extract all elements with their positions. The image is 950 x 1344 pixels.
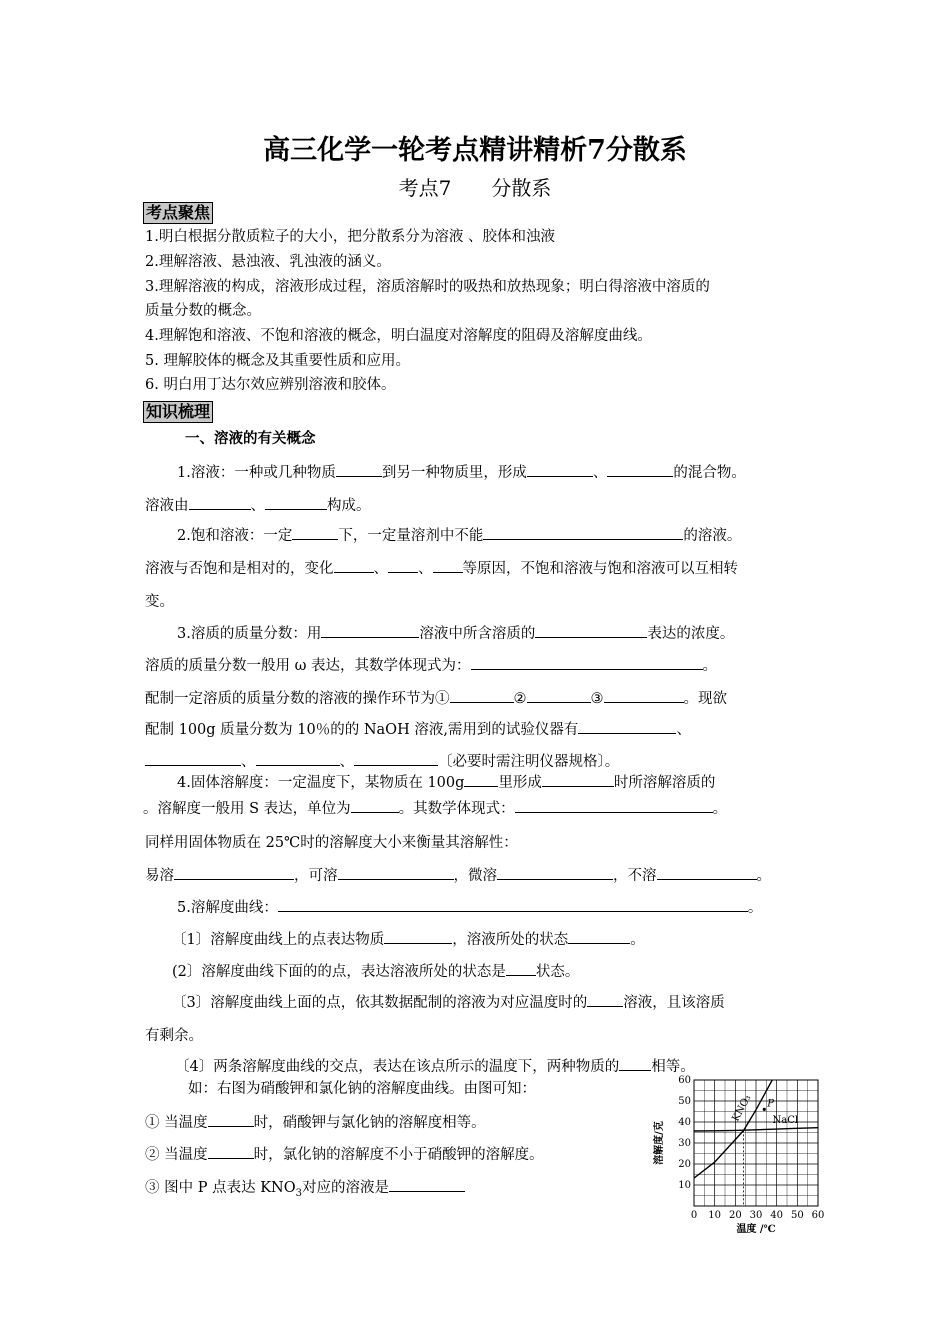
text: 溶液，且该溶质 bbox=[623, 995, 725, 1011]
example-question-3 bbox=[145, 1176, 465, 1199]
text: 时，氯化钠的溶解度不小于硝酸钾的溶解度。 bbox=[253, 1147, 544, 1163]
y-tick-label: 40 bbox=[678, 1117, 691, 1128]
point-p-marker bbox=[763, 1108, 766, 1111]
text: 表达的浓度。 bbox=[647, 626, 735, 642]
paragraph-solubility bbox=[177, 771, 715, 792]
blank[interactable] bbox=[265, 495, 327, 510]
blank[interactable] bbox=[471, 655, 703, 670]
text: 相等。 bbox=[651, 1059, 695, 1075]
blank[interactable] bbox=[145, 751, 241, 766]
solubility-chart bbox=[650, 1072, 830, 1234]
blank[interactable] bbox=[464, 772, 498, 787]
blank[interactable] bbox=[568, 929, 630, 944]
y-tick-label: 50 bbox=[678, 1096, 691, 1107]
focus-item: 4.理解饱和溶液、不饱和溶液的概念，明白温度对溶解度的阻碍及溶解度曲线。 bbox=[145, 328, 652, 344]
focus-item: 质量分数的概念。 bbox=[145, 303, 261, 319]
text: ③ 图中 P 点表达 KNO bbox=[145, 1180, 296, 1196]
y-tick-label: 20 bbox=[678, 1159, 691, 1170]
paragraph-solubility-curve bbox=[177, 896, 762, 917]
blank[interactable] bbox=[384, 929, 452, 944]
point-p-label: P bbox=[767, 1098, 775, 1110]
blank[interactable] bbox=[338, 865, 454, 880]
section-tag-focus: 考点聚焦 bbox=[143, 202, 213, 224]
heading-solution-concepts: 一、溶液的有关概念 bbox=[185, 430, 316, 447]
blank[interactable] bbox=[334, 558, 374, 573]
blank[interactable] bbox=[336, 462, 382, 477]
blank[interactable] bbox=[208, 1144, 254, 1159]
blank[interactable] bbox=[578, 719, 676, 734]
text: ，微溶 bbox=[453, 868, 497, 884]
x-tick-label: 60 bbox=[811, 1210, 825, 1221]
text: 、 bbox=[418, 561, 433, 577]
focus-item: 1.明白根据分散质粒子的大小，把分散系分为溶液 、胶体和浊液 bbox=[145, 229, 555, 245]
blank[interactable] bbox=[604, 688, 684, 703]
text: 〔4〕两条溶解度曲线的交点，表达在该点所示的温度下，两种物质的 bbox=[175, 1059, 620, 1075]
text: 。现欲 bbox=[683, 691, 727, 707]
x-tick-label: 20 bbox=[728, 1210, 742, 1221]
text: 时，硝酸钾与氯化钠的溶解度相等。 bbox=[253, 1115, 486, 1131]
text: 配制一定溶质的质量分数的溶液的操作环节为① bbox=[145, 691, 450, 707]
y-axis-label: 溶解度/克 bbox=[654, 1121, 665, 1165]
text: 对应的溶液是 bbox=[301, 1180, 389, 1196]
focus-item: 3.理解溶液的构成，溶液形成过程，溶质溶解时的吸热和放热现象；明白得溶液中溶质的 bbox=[145, 279, 710, 295]
blank[interactable] bbox=[208, 1112, 254, 1127]
blank[interactable] bbox=[388, 558, 418, 573]
example-intro: 如：右图为硝酸钾和氯化钠的溶解度曲线。由图可知： bbox=[188, 1081, 536, 1097]
text: 等原因，不饱和溶液与饱和溶液可以互相转 bbox=[462, 561, 738, 577]
text: 、 bbox=[592, 465, 608, 481]
text: 〔3〕溶解度曲线上面的点，依其数据配制的溶液为对应温度时的 bbox=[172, 995, 588, 1011]
text: 到另一种物质里，形成 bbox=[381, 465, 527, 481]
blank[interactable] bbox=[278, 897, 748, 912]
blank[interactable] bbox=[450, 688, 514, 703]
text: 里形成 bbox=[498, 775, 542, 791]
text: 、 bbox=[250, 498, 265, 514]
x-tick-label: 40 bbox=[770, 1210, 784, 1221]
paragraph-mass-fraction bbox=[177, 622, 734, 643]
text: 溶液中所含溶质的 bbox=[419, 626, 536, 642]
paragraph-saturated-cont bbox=[145, 557, 738, 578]
text: 。 bbox=[702, 658, 718, 674]
text: 〔1〕溶解度曲线上的点表达物质 bbox=[172, 932, 385, 948]
x-tick-label: 30 bbox=[749, 1210, 763, 1221]
text: 1.溶液：一种或几种物质 bbox=[177, 465, 336, 481]
blank[interactable] bbox=[497, 865, 613, 880]
focus-item: 2.理解溶液、悬浊液、乳浊液的涵义。 bbox=[145, 254, 391, 270]
blank[interactable] bbox=[527, 462, 593, 477]
x-tick-label: 10 bbox=[708, 1210, 722, 1221]
curve-point-2 bbox=[172, 960, 579, 981]
text: 溶液由 bbox=[145, 498, 189, 514]
example-question-2 bbox=[145, 1143, 544, 1164]
page-title: 高三化学一轮考点精讲精析7分散系 bbox=[263, 135, 687, 166]
blank[interactable] bbox=[256, 751, 340, 766]
subscript: 3 bbox=[295, 1187, 302, 1199]
blank[interactable] bbox=[321, 623, 419, 638]
text: 溶质的质量分数一般用 ω 表达，其数学体现式为： bbox=[145, 658, 471, 674]
paragraph-solubility-cont bbox=[143, 797, 727, 818]
text: ① 当温度 bbox=[145, 1115, 208, 1131]
text: 。 bbox=[756, 868, 771, 884]
chart-grid bbox=[694, 1080, 818, 1206]
text: 时所溶解溶质的 bbox=[613, 775, 716, 791]
paragraph-preparation-steps bbox=[145, 687, 727, 708]
text: 、 bbox=[676, 722, 691, 738]
paragraph-solution-cont bbox=[145, 494, 371, 515]
curve-point-4 bbox=[175, 1055, 695, 1076]
paragraph-solubility-blanks bbox=[145, 864, 771, 885]
blank[interactable] bbox=[292, 525, 338, 540]
blank[interactable] bbox=[527, 688, 591, 703]
example-question-1 bbox=[145, 1111, 486, 1132]
curve-point-3-cont: 有剩余。 bbox=[145, 1028, 203, 1044]
blank[interactable] bbox=[351, 798, 399, 813]
x-tick-label: 0 bbox=[690, 1210, 698, 1221]
blank[interactable] bbox=[619, 1056, 651, 1071]
curve-point-3 bbox=[172, 991, 725, 1012]
text: ③ bbox=[590, 691, 604, 707]
y-tick-label: 10 bbox=[678, 1180, 691, 1191]
focus-item: 6. 明白用丁达尔效应辨别溶液和胶体。 bbox=[145, 377, 396, 393]
blank[interactable] bbox=[542, 772, 614, 787]
paragraph-instruments bbox=[145, 718, 691, 739]
paragraph-solubility-classes: 同样用固体物质在 25℃时的溶解度大小来衡量其溶解性： bbox=[145, 835, 518, 851]
text: 下，一定量溶剂中不能 bbox=[338, 528, 484, 544]
text: 配制 100g 质量分数为 10％的的 NaOH 溶液,需用到的试验仪器有 bbox=[145, 722, 579, 738]
text: 的混合物。 bbox=[673, 465, 746, 481]
text: 、 bbox=[241, 754, 256, 770]
blank[interactable] bbox=[174, 865, 294, 880]
chart-ticks bbox=[678, 1075, 824, 1221]
text: 4.固体溶解度：一定温度下，某物质在 100g bbox=[177, 775, 465, 791]
blank[interactable] bbox=[483, 525, 683, 540]
text: ，溶液所处的状态 bbox=[452, 932, 569, 948]
blank[interactable] bbox=[354, 751, 438, 766]
text: 、 bbox=[373, 561, 388, 577]
text: 〔必要时需注明仪器规格〕。 bbox=[438, 754, 620, 770]
text: ，可溶 bbox=[294, 868, 338, 884]
text: 。其数学体现式： bbox=[398, 801, 515, 817]
paragraph-saturated-end: 变。 bbox=[145, 594, 174, 610]
blank[interactable] bbox=[607, 462, 673, 477]
text: 状态。 bbox=[535, 964, 580, 980]
page-subtitle: 考点7 分散系 bbox=[398, 176, 552, 200]
text: 。 bbox=[712, 801, 728, 817]
blank[interactable] bbox=[587, 992, 623, 1007]
text: ② 当温度 bbox=[145, 1147, 208, 1163]
blank[interactable] bbox=[515, 798, 713, 813]
blank[interactable] bbox=[389, 1177, 465, 1192]
kno3-label: KNO₃ bbox=[730, 1093, 754, 1124]
focus-item: 5. 理解胶体的概念及其重要性质和应用。 bbox=[145, 353, 410, 369]
text: 。溶解度一般用 S 表达，单位为 bbox=[143, 801, 351, 817]
blank[interactable] bbox=[657, 865, 757, 880]
curve-point-1 bbox=[172, 928, 645, 949]
text: 、 bbox=[339, 754, 354, 770]
paragraph-mass-fraction-formula bbox=[145, 654, 717, 675]
section-tag-knowledge: 知识梳理 bbox=[143, 401, 213, 423]
blank[interactable] bbox=[535, 623, 647, 638]
x-axis-label: 温度 /℃ bbox=[736, 1224, 776, 1234]
text: (2〕溶解度曲线下面的的点，表达溶液所处的状态是 bbox=[172, 964, 506, 980]
blank[interactable] bbox=[433, 558, 463, 573]
blank[interactable] bbox=[506, 961, 536, 976]
y-tick-label: 60 bbox=[678, 1075, 691, 1086]
text: 构成。 bbox=[327, 498, 371, 514]
text: 3.溶质的质量分数：用 bbox=[177, 626, 322, 642]
paragraph-solution bbox=[177, 461, 746, 482]
text: 5.溶解度曲线： bbox=[177, 900, 278, 916]
paragraph-saturated bbox=[177, 524, 741, 545]
x-tick-label: 50 bbox=[790, 1210, 804, 1221]
text: 2.饱和溶液：一定 bbox=[177, 528, 293, 544]
text: 。 bbox=[630, 932, 645, 948]
text: 的溶液。 bbox=[683, 528, 742, 544]
text: ② bbox=[513, 691, 527, 707]
text: 易溶 bbox=[145, 868, 174, 884]
text: ，不溶 bbox=[613, 868, 657, 884]
text: 溶液与否饱和是相对的，变化 bbox=[145, 561, 334, 577]
blank[interactable] bbox=[189, 495, 251, 510]
nacl-label: NaCl bbox=[772, 1115, 799, 1126]
y-tick-label: 30 bbox=[678, 1138, 691, 1149]
paragraph-instruments-cont bbox=[145, 750, 619, 771]
text: 。 bbox=[747, 900, 763, 916]
